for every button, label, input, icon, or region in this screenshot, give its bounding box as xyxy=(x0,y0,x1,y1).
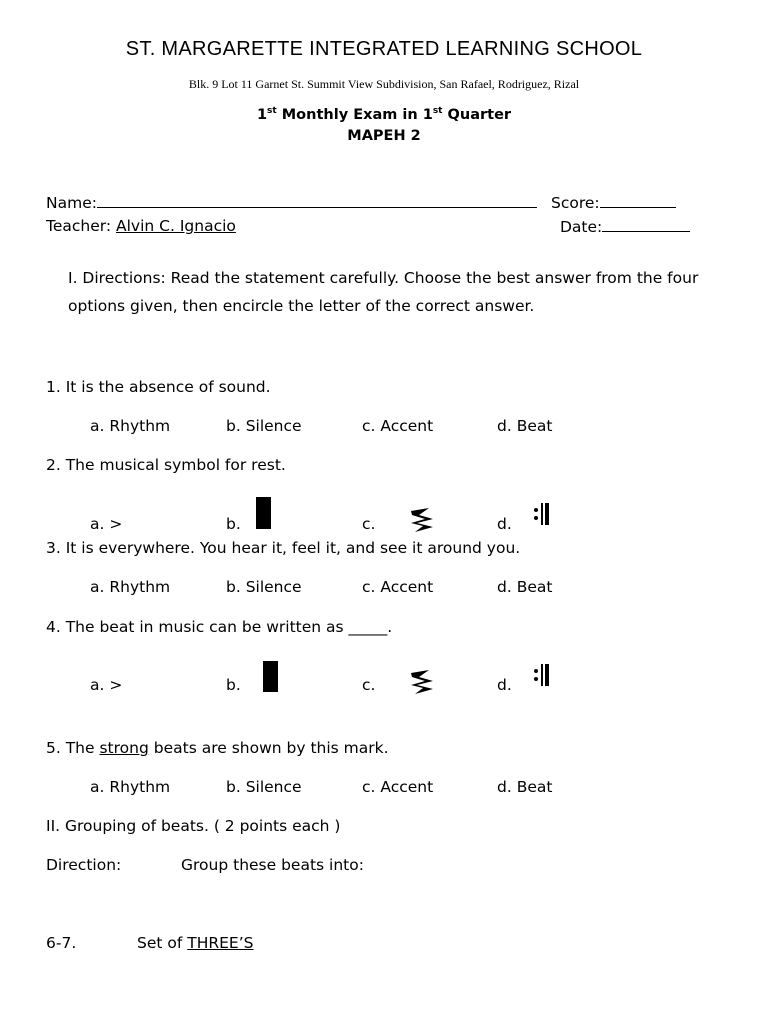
score-label: Score: xyxy=(551,194,600,212)
part2-direction-label: Direction: xyxy=(46,856,122,874)
teacher-label: Teacher: xyxy=(46,217,112,235)
part2-direction-text: Group these beats into: xyxy=(181,856,364,874)
name-row xyxy=(46,193,537,212)
date-blank[interactable] xyxy=(602,217,690,232)
score-row xyxy=(551,193,676,212)
name-label: Name: xyxy=(46,194,97,212)
score-blank[interactable] xyxy=(600,193,676,208)
question-2: 2. The musical symbol for rest. xyxy=(46,456,286,474)
teacher-name: Alvin C. Ignacio xyxy=(116,217,236,235)
repeat-sign-icon xyxy=(532,501,552,527)
subject-title: MAPEH 2 xyxy=(347,128,421,144)
teacher-row xyxy=(46,217,236,235)
q3-option-b[interactable]: b. Silence xyxy=(226,578,302,596)
q5-option-c[interactable]: c. Accent xyxy=(362,778,434,796)
school-name: ST. MARGARETTE INTEGRATED LEARNING SCHOOL xyxy=(125,38,643,60)
q4-option-a[interactable]: a. > xyxy=(90,676,123,694)
q3-option-a[interactable]: a. Rhythm xyxy=(90,578,171,596)
q3-option-d[interactable]: d. Beat xyxy=(497,578,553,596)
quarter-rest-icon xyxy=(409,669,435,695)
item-6-7-text: Set of THREE’S xyxy=(137,934,254,952)
q4-option-b[interactable]: b. xyxy=(226,676,241,694)
school-address: Blk. 9 Lot 11 Garnet St. Summit View Subdivision, San Rafael, Rodriguez, Rizal xyxy=(188,77,580,91)
quarter-rest-icon xyxy=(409,507,435,533)
q1-option-c[interactable]: c. Accent xyxy=(362,417,434,435)
exam-title: 1st Monthly Exam in 1st Quarter xyxy=(256,106,512,123)
date-label: Date: xyxy=(560,218,603,236)
question-3: 3. It is everywhere. You hear it, feel it, and see it around you. xyxy=(46,539,521,557)
q2-option-c[interactable]: c. xyxy=(362,515,376,533)
item-6-7-number: 6-7. xyxy=(46,934,77,952)
date-row xyxy=(560,217,690,236)
q2-option-a[interactable]: a. > xyxy=(90,515,123,533)
rest-block-icon xyxy=(256,497,272,530)
q1-option-a[interactable]: a. Rhythm xyxy=(90,417,171,435)
q2-option-b[interactable]: b. xyxy=(226,515,241,533)
q1-option-d[interactable]: d. Beat xyxy=(497,417,553,435)
question-4: 4. The beat in music can be written as _____. xyxy=(46,618,393,636)
q5-option-d[interactable]: d. Beat xyxy=(497,778,553,796)
rest-block-icon xyxy=(263,661,279,693)
directions-text: I. Directions: Read the statement carefully. Choose the best answer from the four options given, then encircle the letter of the correct answer. xyxy=(68,269,699,315)
part2-title: II. Grouping of beats. ( 2 points each ) xyxy=(46,817,341,835)
q1-option-b[interactable]: b. Silence xyxy=(226,417,302,435)
q5-option-b[interactable]: b. Silence xyxy=(226,778,302,796)
q2-option-d[interactable]: d. xyxy=(497,515,512,533)
repeat-sign-icon xyxy=(532,662,552,688)
q4-option-c[interactable]: c. xyxy=(362,676,376,694)
q4-option-d[interactable]: d. xyxy=(497,676,512,694)
question-1: 1. It is the absence of sound. xyxy=(46,378,271,396)
question-5: 5. The strong beats are shown by this mark. xyxy=(46,739,389,757)
name-blank[interactable] xyxy=(97,193,537,208)
q3-option-c[interactable]: c. Accent xyxy=(362,578,434,596)
q5-option-a[interactable]: a. Rhythm xyxy=(90,778,171,796)
